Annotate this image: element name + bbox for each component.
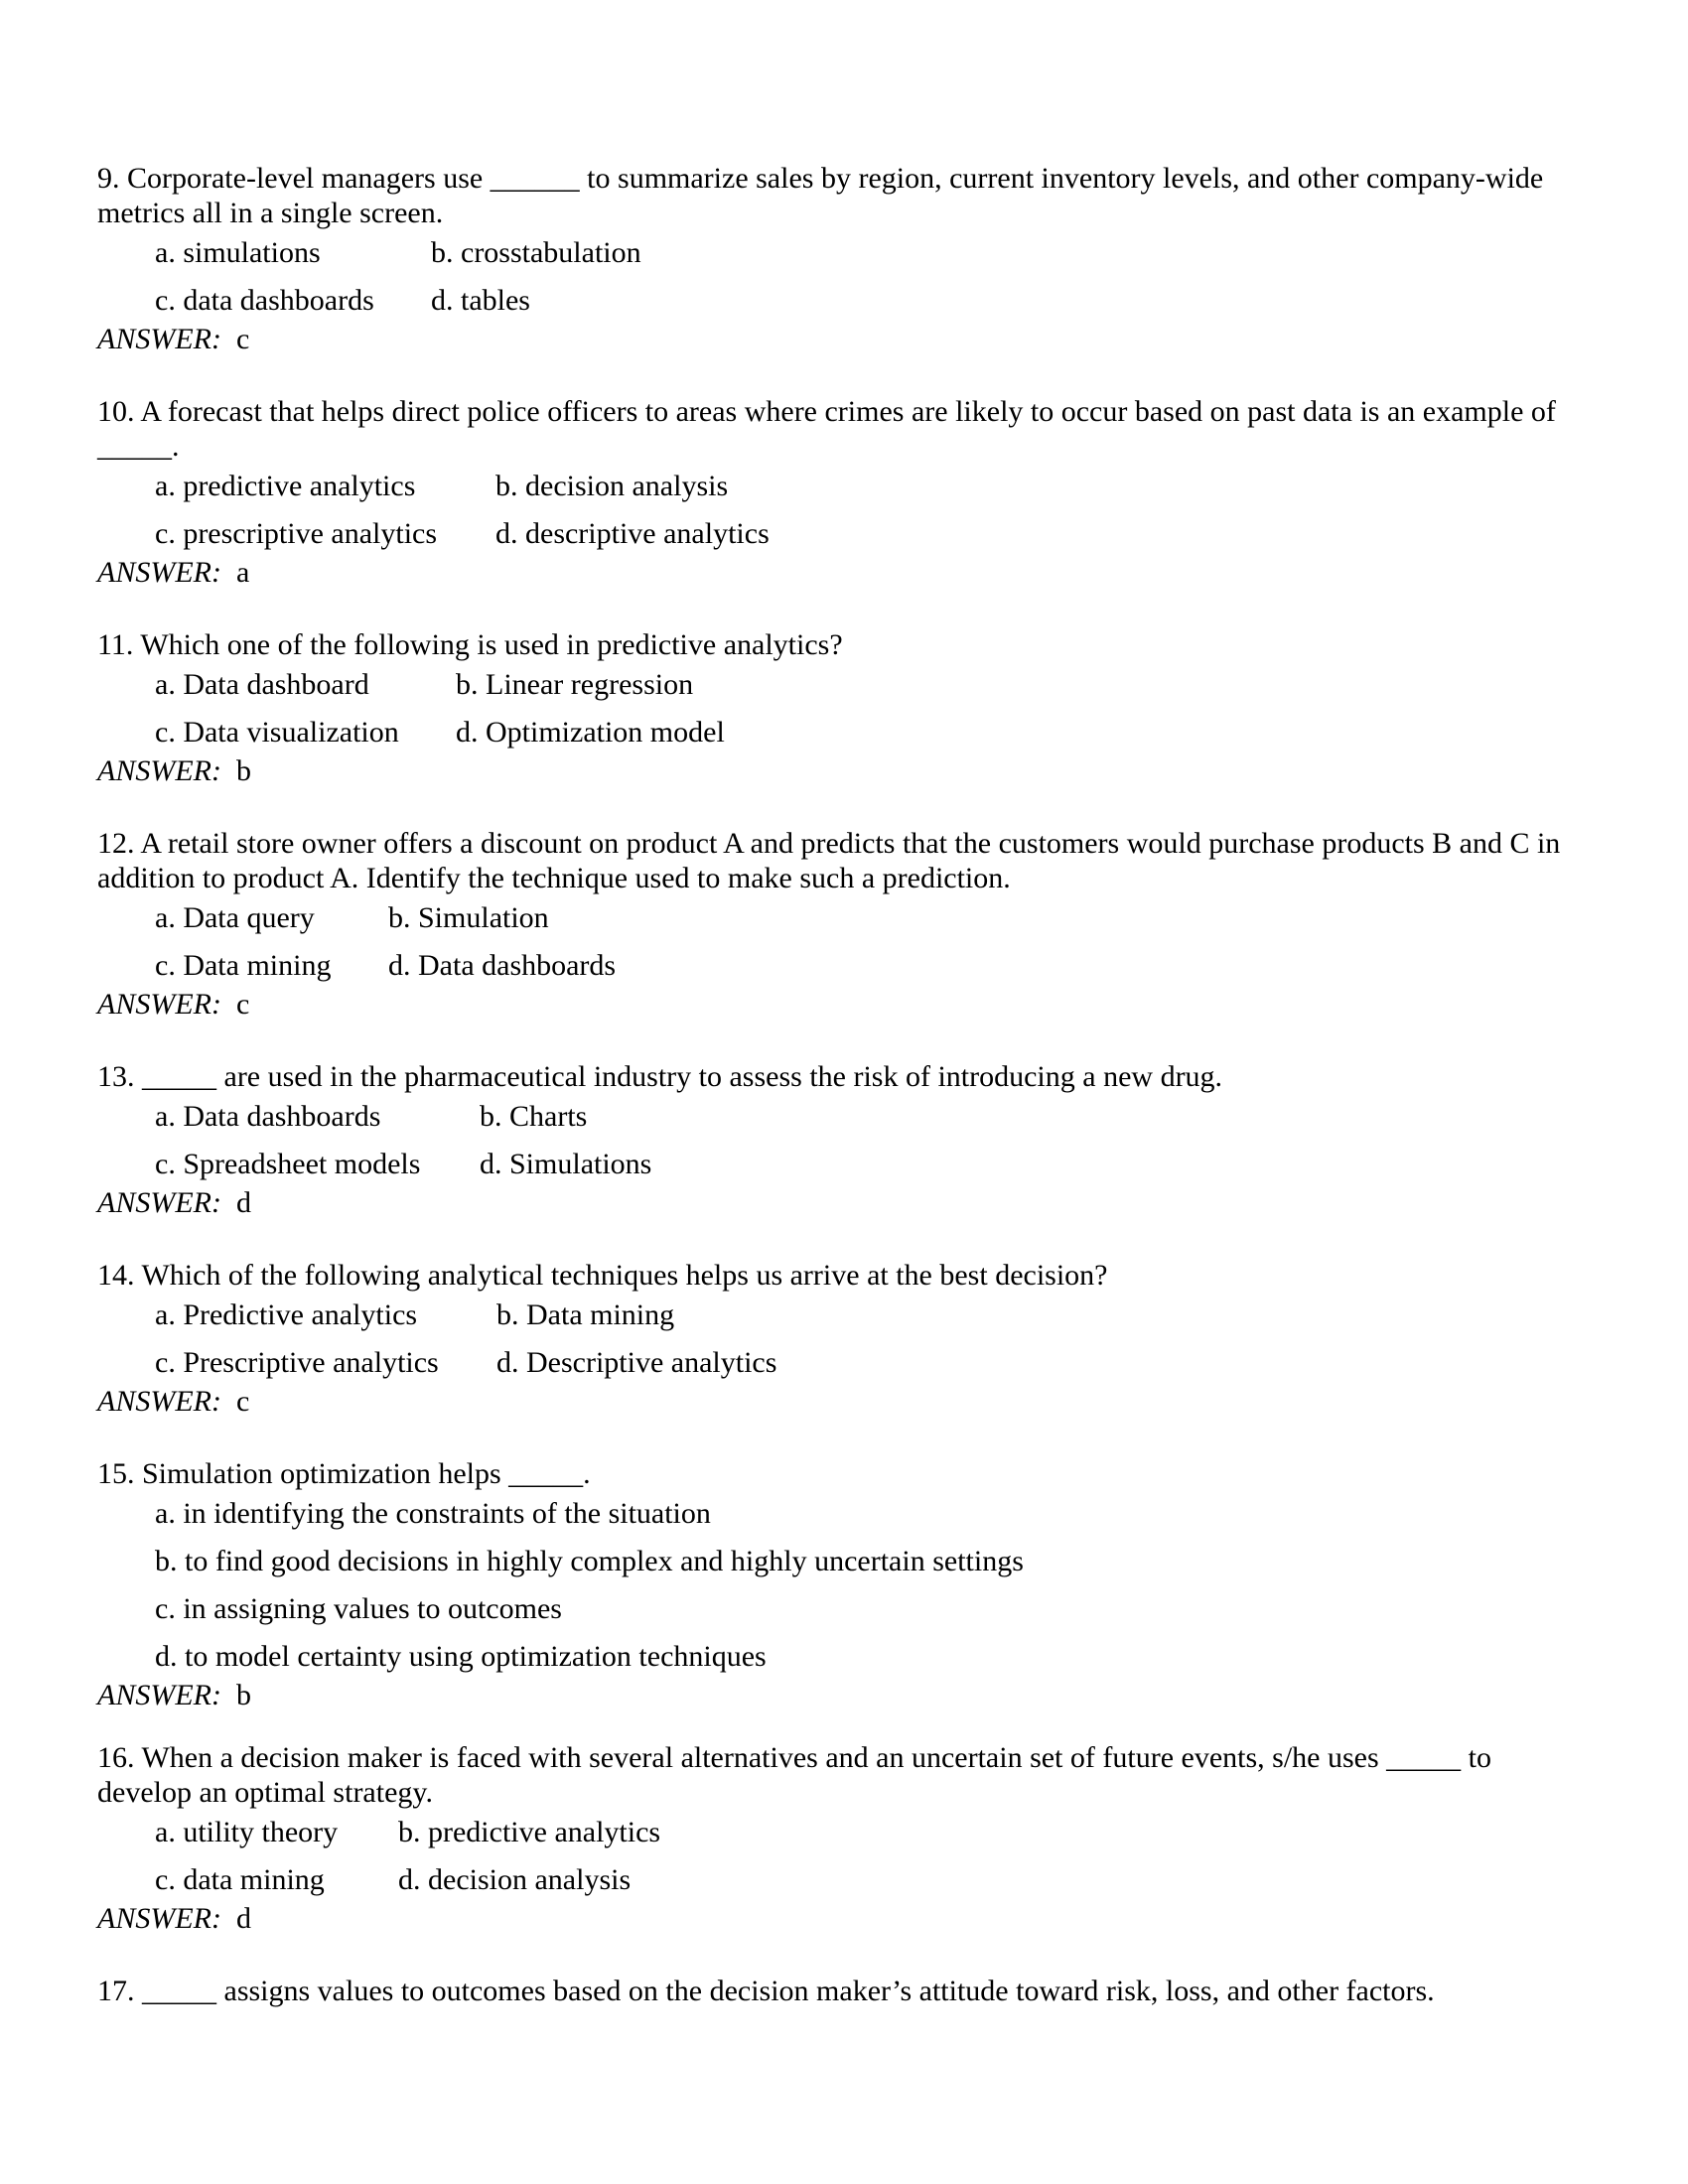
answer-label: ANSWER: — [97, 1902, 221, 1935]
question-15 — [97, 1456, 1589, 1717]
answer-label: ANSWER: — [97, 1385, 221, 1418]
answer-line — [97, 753, 1589, 793]
option-a: a. predictive analytics — [155, 470, 416, 502]
answer-line — [97, 1901, 1589, 1941]
options-row — [155, 667, 1589, 710]
options-row — [155, 1345, 1589, 1388]
answer-label: ANSWER: — [97, 754, 221, 787]
option-b: b. to find good decisions in highly complex and highly uncertain settings — [155, 1545, 1024, 1577]
answer-value: d — [235, 1902, 251, 1935]
options — [155, 235, 1589, 326]
options-row — [155, 948, 1589, 991]
option-c: c. data mining — [155, 1863, 325, 1896]
options-row — [155, 516, 1589, 559]
answer-line — [97, 322, 1589, 361]
answer-label: ANSWER: — [97, 556, 221, 589]
answer-value: c — [235, 323, 250, 355]
question-14 — [97, 1258, 1589, 1424]
option-b: b. crosstabulation — [431, 236, 641, 269]
question-13 — [97, 1059, 1589, 1225]
answer-line — [97, 555, 1589, 595]
answer-label: ANSWER: — [97, 1679, 221, 1711]
option-d: d. Optimization model — [456, 716, 725, 749]
question-17 — [97, 1974, 1589, 2008]
answer-value: b — [235, 754, 251, 787]
options — [155, 469, 1589, 559]
options-row — [155, 1815, 1589, 1857]
answer-line — [97, 987, 1589, 1026]
question-stem: 17. _____ assigns values to outcomes based on the decision maker’s attitude toward risk, loss, and other factors. — [97, 1975, 1435, 2007]
option-b: b. decision analysis — [495, 470, 729, 502]
question-10 — [97, 394, 1589, 595]
answer-line — [97, 1678, 1589, 1717]
option-b: b. predictive analytics — [398, 1816, 661, 1848]
question-stem: 15. Simulation optimization helps _____. — [97, 1457, 591, 1490]
answer-value: c — [235, 1385, 250, 1418]
question-stem: 13. _____ are used in the pharmaceutical industry to assess the risk of introducing a new drug. — [97, 1060, 1223, 1093]
options — [155, 900, 1589, 991]
options-row — [155, 283, 1589, 326]
option-c: c. Data visualization — [155, 716, 399, 749]
option-c: c. prescriptive analytics — [155, 517, 438, 550]
option-b: b. Charts — [480, 1100, 588, 1133]
answer-value: d — [235, 1186, 251, 1219]
option-d: d. to model certainty using optimization techniques — [155, 1640, 767, 1673]
option-d: d. decision analysis — [398, 1863, 632, 1896]
option-b: b. Data mining — [496, 1298, 675, 1331]
answer-label: ANSWER: — [97, 988, 221, 1021]
answer-label: ANSWER: — [97, 1186, 221, 1219]
question-stem: 16. When a decision maker is faced with several alternatives and an uncertain set of future events, s/he uses _____ to develop an optimal strategy. — [97, 1741, 1491, 1809]
answer-value: a — [235, 556, 250, 589]
option-c: c. data dashboards — [155, 284, 374, 317]
question-stem: 10. A forecast that helps direct police officers to areas where crimes are likely to occur based on past data is an example of _____. — [97, 395, 1556, 463]
options-row — [155, 1099, 1589, 1142]
answer-value: c — [235, 988, 250, 1021]
question-9 — [97, 161, 1589, 361]
option-a: a. Data dashboards — [155, 1100, 381, 1133]
option-c: c. Prescriptive analytics — [155, 1346, 439, 1379]
options-row — [155, 1544, 1589, 1586]
options-row — [155, 1147, 1589, 1189]
question-stem: 12. A retail store owner offers a discount on product A and predicts that the customers would purchase products B and C in addition to product A. Identify the technique used to make such a prediction. — [97, 827, 1561, 894]
question-stem: 14. Which of the following analytical techniques helps us arrive at the best decision? — [97, 1259, 1108, 1292]
options — [155, 667, 1589, 757]
options-row — [155, 1862, 1589, 1905]
option-a: a. simulations — [155, 236, 321, 269]
option-b: b. Linear regression — [456, 668, 694, 701]
option-d: d. Data dashboards — [388, 949, 617, 982]
options-row — [155, 1297, 1589, 1340]
option-a: a. utility theory — [155, 1816, 339, 1848]
option-c: c. Data mining — [155, 949, 332, 982]
answer-line — [97, 1185, 1589, 1225]
options-row — [155, 900, 1589, 943]
question-11 — [97, 627, 1589, 793]
option-a: a. in identifying the constraints of the situation — [155, 1497, 711, 1530]
options-row — [155, 715, 1589, 757]
options — [155, 1099, 1589, 1189]
options — [155, 1815, 1589, 1905]
option-a: a. Predictive analytics — [155, 1298, 418, 1331]
question-12 — [97, 826, 1589, 1026]
options — [155, 1496, 1589, 1682]
question-stem: 11. Which one of the following is used in predictive analytics? — [97, 628, 843, 661]
options-row — [155, 1496, 1589, 1539]
options-row — [155, 1639, 1589, 1682]
answer-value: b — [235, 1679, 251, 1711]
option-a: a. Data dashboard — [155, 668, 369, 701]
option-c: c. in assigning values to outcomes — [155, 1592, 562, 1625]
option-c: c. Spreadsheet models — [155, 1148, 421, 1180]
options — [155, 1297, 1589, 1388]
option-d: d. descriptive analytics — [495, 517, 770, 550]
option-d: d. tables — [431, 284, 530, 317]
answer-line — [97, 1384, 1589, 1424]
option-a: a. Data query — [155, 901, 315, 934]
question-stem: 9. Corporate-level managers use ______ to summarize sales by region, current inventory levels, and other company-wide metrics all in a single screen. — [97, 162, 1544, 229]
option-d: d. Simulations — [480, 1148, 652, 1180]
options-row — [155, 235, 1589, 278]
option-b: b. Simulation — [388, 901, 549, 934]
option-d: d. Descriptive analytics — [496, 1346, 777, 1379]
options-row — [155, 1591, 1589, 1634]
options-row — [155, 469, 1589, 511]
answer-label: ANSWER: — [97, 323, 221, 355]
question-16 — [97, 1740, 1589, 1941]
